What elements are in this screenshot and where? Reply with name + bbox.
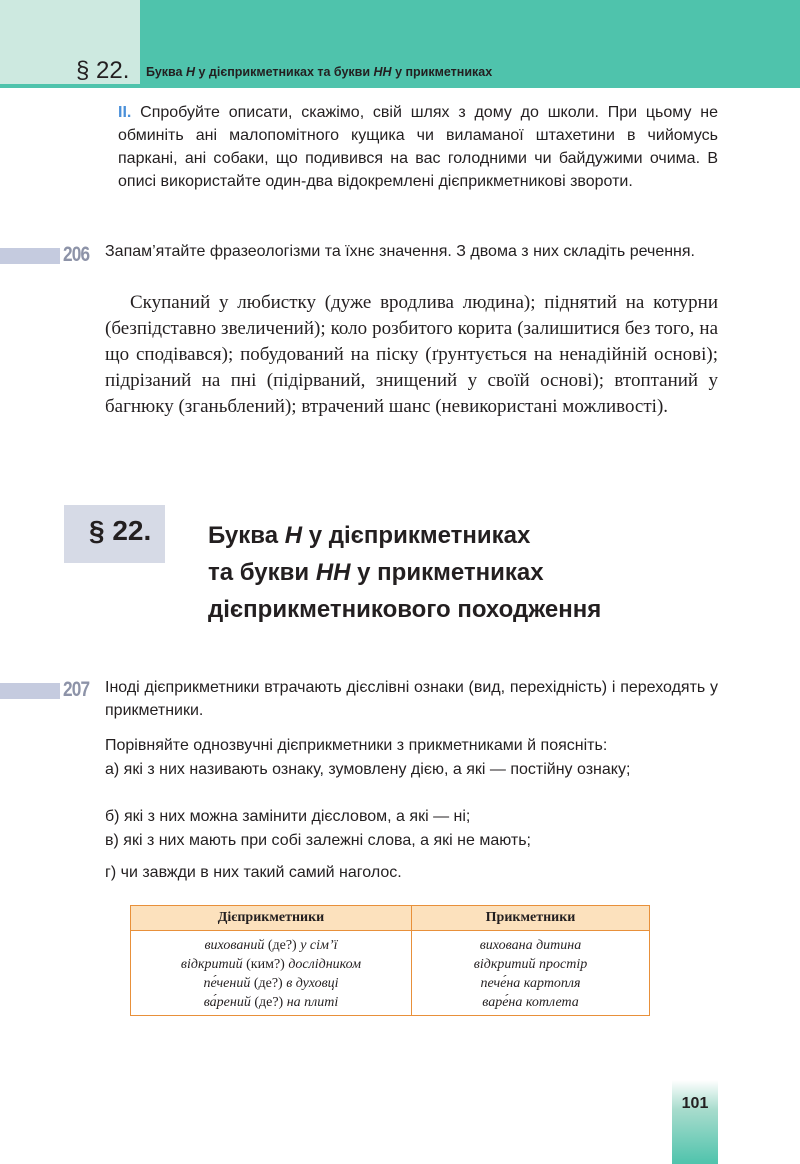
- table-row: [131, 931, 650, 1016]
- exercise-206-task: Запам’ятайте фразеологізми та їхнє значення. З двома з них складіть речення.: [105, 243, 695, 260]
- table-header-participles: Дієприкметники: [131, 906, 412, 931]
- header-paragraph-number: § 22.: [76, 57, 130, 84]
- exercise-207-item-b: б) які з них можна замінити дієсловом, а які — ні;: [105, 808, 471, 825]
- exercise-ii-marker: II.: [118, 104, 132, 121]
- table-header-row: [131, 906, 650, 931]
- header-title: Буква Н у дієприкметниках та букви НН у прикметниках: [146, 65, 493, 79]
- adjective-entry: відкритий простір: [473, 957, 588, 972]
- exercise-207-item-g: г) чи завжди в них такий самий наголос.: [105, 864, 402, 881]
- adjective-entry: варе́на котлета: [482, 995, 579, 1010]
- participle-entry: відкритий (ким?) дослідником: [180, 957, 362, 972]
- adjectives-cell: [412, 931, 650, 1016]
- participle-entry: ва́рений (де?) на плиті: [203, 995, 339, 1010]
- section-number: § 22.: [89, 515, 152, 546]
- comparison-table: [130, 905, 650, 1016]
- exercise-207-intro: Іноді дієприкметники втрачають дієслівні ознаки (вид, перехідність) і переходять у прикметники.: [105, 679, 718, 719]
- exercise-207-number: 207: [63, 678, 90, 701]
- page-number: 101: [681, 1095, 709, 1112]
- exercise-207-item-v: в) які з них мають при собі залежні слова, а які не мають;: [105, 832, 531, 849]
- exercise-207-bar: [0, 683, 60, 699]
- section-title: Буква Н у дієприкметниках та букви НН у прикметниках дієприкметникового походження: [208, 522, 602, 623]
- exercise-ii-text: Спробуйте описати, скажімо, свій шлях з дому до школи. При цьому не обминіть ані малопомітного кущика чи виламаної штахетини в чийомусь паркані, ані собаки, що подивився на вас голодними чи байдужими очима. В описі використайте один-два відокремлені дієприкметникові звороти.: [118, 104, 718, 190]
- participle-entry: вихований (де?) у сім’ї: [204, 938, 338, 953]
- exercise-206-bar: [0, 248, 60, 264]
- exercise-ii: [118, 101, 718, 193]
- table-header-adjectives: Прикметники: [412, 906, 650, 931]
- participle-entry: пе́чений (де?) в духовці: [203, 976, 339, 991]
- exercise-206-text: Скупаний у любистку (дуже вродлива людина); піднятий на котурни (безпідставно звеличений); коло розбитого корита (залишитися без того, на що сподівався); побудований на піску (ґрунтується на ненадійній основі); підрізаний на пні (підірваний, знищений у своїй основі); втоптаний у багнюку (зганьблений); втрачений шанс (невикористані можливості).: [105, 292, 718, 417]
- page-number-bar: [672, 1080, 718, 1164]
- exercise-207-task: Порівняйте однозвучні дієприкметники з прикметниками й поясніть:: [105, 737, 608, 754]
- adjective-entry: вихована дитина: [479, 938, 582, 953]
- exercise-206-number: 206: [63, 243, 90, 266]
- exercise-207-item-a: а) які з них називають ознаку, зумовлену дією, а які — постійну ознаку;: [105, 761, 631, 778]
- adjective-entry: пече́на картопля: [480, 976, 581, 991]
- participles-cell: [131, 931, 412, 1016]
